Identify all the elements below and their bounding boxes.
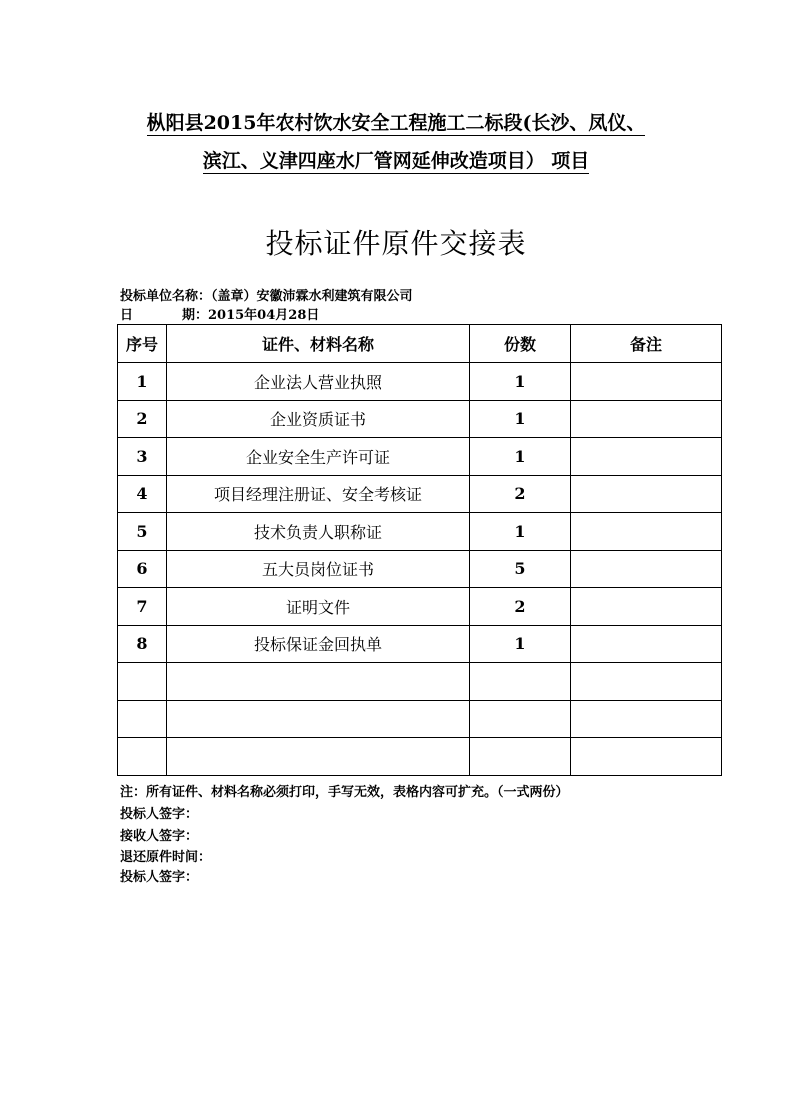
row-document-name (167, 738, 470, 776)
row-remarks (571, 513, 722, 551)
header-serial-number: 序号 (118, 325, 167, 363)
header-copies: 份数 (470, 325, 571, 363)
table-row (118, 738, 722, 776)
row-copies: 1 (470, 400, 571, 438)
row-copies: 1 (470, 438, 571, 476)
footnote: 注：所有证件、材料名称必须打印，手写无效，表格内容可扩充。（一式两份） (120, 785, 569, 800)
documents-table (117, 324, 722, 776)
row-remarks (571, 663, 722, 701)
date-label-part-1: 日 (120, 308, 134, 323)
row-document-name (167, 663, 470, 701)
row-number (118, 738, 167, 776)
row-document-name: 企业资质证书 (167, 400, 470, 438)
row-number: 7 (118, 588, 167, 626)
row-document-name: 企业法人营业执照 (167, 363, 470, 401)
row-copies (470, 700, 571, 738)
table-row (118, 438, 722, 476)
table-row (118, 475, 722, 513)
date-label-part-2: 期：2015年04月28日 (182, 308, 320, 323)
table-row (118, 588, 722, 626)
row-number (118, 663, 167, 701)
row-remarks (571, 400, 722, 438)
row-remarks (571, 700, 722, 738)
row-document-name: 企业安全生产许可证 (167, 438, 470, 476)
row-document-name: 项目经理注册证、安全考核证 (167, 475, 470, 513)
row-copies: 2 (470, 475, 571, 513)
row-copies: 2 (470, 588, 571, 626)
bidder-signature-label-2: 投标人签字： (120, 870, 199, 885)
table-header-row (118, 325, 722, 363)
row-copies: 1 (470, 625, 571, 663)
row-remarks (571, 588, 722, 626)
bidder-signature-label: 投标人签字： (120, 807, 199, 822)
row-number: 5 (118, 513, 167, 551)
row-document-name: 技术负责人职称证 (167, 513, 470, 551)
table-row (118, 363, 722, 401)
row-remarks (571, 363, 722, 401)
title-line-2-text: 滨江、义津四座水厂管网延伸改造项目） 项目 (202, 150, 590, 172)
row-document-name: 证明文件 (167, 588, 470, 626)
bidder-company: 投标单位名称：（盖章）安徽沛霖水利建筑有限公司 (120, 289, 413, 304)
document-title-line-2 (0, 146, 792, 173)
header-document-name: 证件、材料名称 (167, 325, 470, 363)
row-document-name (167, 700, 470, 738)
table-row (118, 625, 722, 663)
row-copies: 1 (470, 363, 571, 401)
row-remarks (571, 438, 722, 476)
row-number: 3 (118, 438, 167, 476)
header-remarks: 备注 (571, 325, 722, 363)
row-copies: 5 (470, 550, 571, 588)
row-remarks (571, 550, 722, 588)
row-remarks (571, 738, 722, 776)
submission-date (120, 304, 319, 323)
receiver-signature-label: 接收人签字： (120, 829, 199, 844)
row-copies (470, 738, 571, 776)
form-heading: 投标证件原件交接表 (265, 227, 527, 260)
row-number: 2 (118, 400, 167, 438)
row-document-name: 五大员岗位证书 (167, 550, 470, 588)
row-copies: 1 (470, 513, 571, 551)
table-row (118, 700, 722, 738)
row-number: 4 (118, 475, 167, 513)
row-copies (470, 663, 571, 701)
table-row (118, 550, 722, 588)
return-time-label: 退还原件时间： (120, 850, 212, 865)
row-number (118, 700, 167, 738)
row-remarks (571, 475, 722, 513)
row-remarks (571, 625, 722, 663)
row-number: 8 (118, 625, 167, 663)
title-line-1-text: 枞阳县2015年农村饮水安全工程施工二标段(长沙、凤仪、 (146, 112, 646, 134)
table-row (118, 513, 722, 551)
row-document-name: 投标保证金回执单 (167, 625, 470, 663)
table-row (118, 663, 722, 701)
table-row (118, 400, 722, 438)
document-title-line-1 (0, 108, 792, 135)
row-number: 1 (118, 363, 167, 401)
row-number: 6 (118, 550, 167, 588)
